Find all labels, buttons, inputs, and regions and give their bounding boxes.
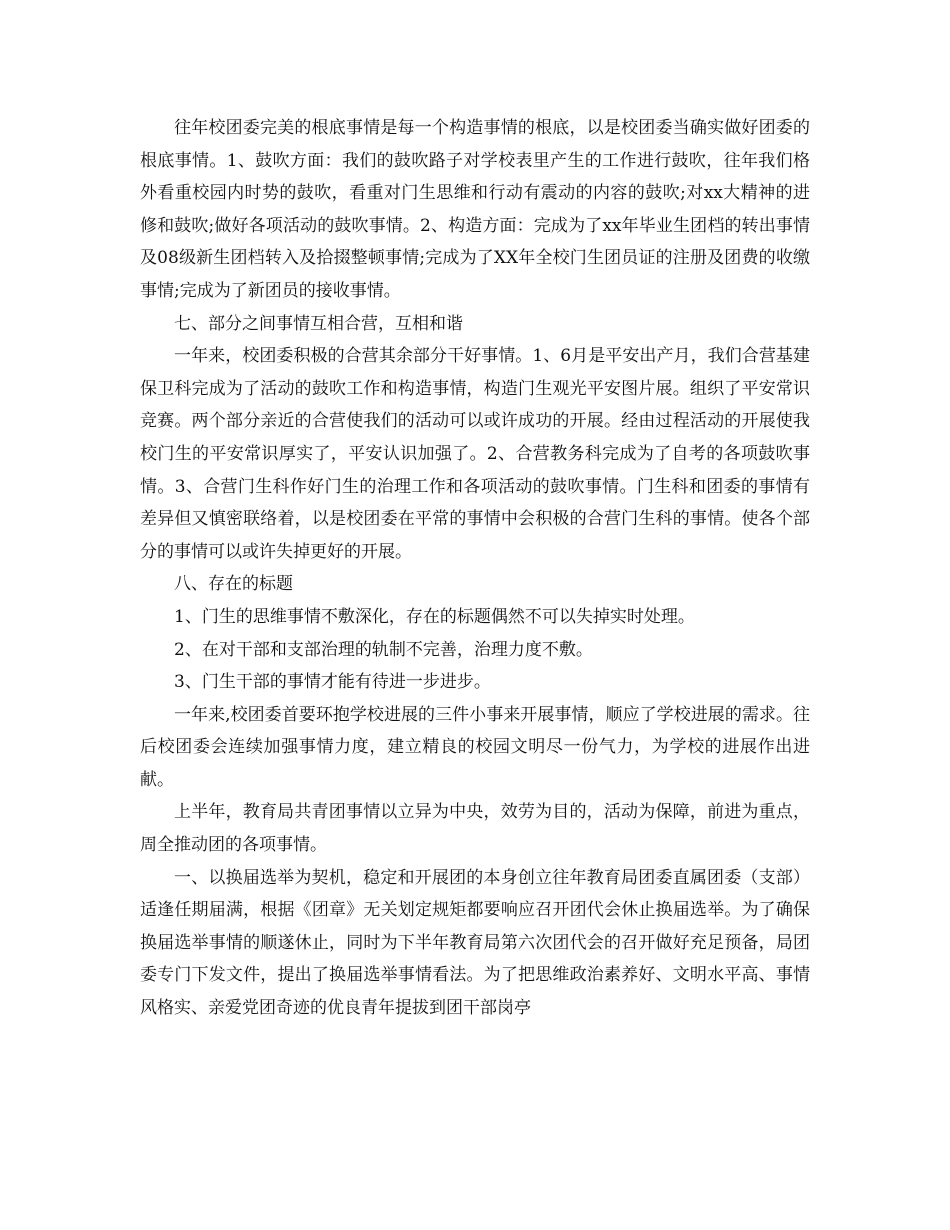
section-heading-cooperation: 七、部分之间事情互相合营，互相和谐: [174, 313, 463, 334]
document-body: [140, 112, 810, 1025]
paragraph-cooperation: 一年来，校团委积极的合营其余部分干好事情。1、6月是平安出产月，我们合营基建保卫科完成为了活动的鼓吹工作和构造事情，构造门生观光平安图片展。组织了平安常识竞赛。两个部分亲近的合营使我们的活动可以或许成功的开展。经由过程活动的开展使我校门生的平安常识厚实了，平安认识加强了。2、合营教务科完成为了自考的各项鼓吹事情。3、合营门生科作好门生的治理工作和各项活动的鼓吹事情。门生科和团委的事情有差异但又慎密联络着，以是校团委在平常的事情中会积极的合营门生科的事情。使各个部分的事情可以或许失掉更好的开展。: [140, 346, 810, 562]
paragraph-first-half-year: 上半年，教育局共青团事情以立异为中央，效劳为目的，活动为保障，前进为重点，周全推动团的各项事情。: [140, 802, 810, 856]
paragraph-foundation-work: 往年校团委完美的根底事情是每一个构造事情的根底，以是校团委当确实做好团委的根底事情。1、鼓吹方面：我们的鼓吹路子对学校表里产生的工作进行鼓吹，往年我们格外看重校园内时势的鼓吹，看重对门生思维和行动有震动的内容的鼓吹;对xx大精神的进修和鼓吹;做好各项活动的鼓吹事情。2、构造方面：完成为了xx年毕业生团档的转出事情及08级新生团档转入及拾掇整顿事情;完成为了XX年全校门生团员证的注册及团费的收缴事情;完成为了新团员的接收事情。: [140, 118, 810, 301]
paragraph-summary: 一年来,校团委首要环抱学校进展的三件小事来开展事情，顺应了学校进展的需求。往后校团委会连续加强事情力度，建立精良的校园文明尽一份气力，为学校的进展作出进献。: [140, 704, 810, 790]
paragraph-election: 一、以换届选举为契机，稳定和开展团的本身创立往年教育局团委直属团委（支部）适逢任期届满，根据《团章》无关划定规矩都要响应召开团代会休止换届选举。为了确保换届选举事情的顺遂休止，同时为下半年教育局第六次团代会的召开做好充足预备，局团委专门下发文件，提出了换届选举事情看法。为了把思维政治素养好、文明水平高、事情风格实、亲爱党团奇迹的优良青年提拔到团干部岗亭: [140, 867, 810, 1019]
section-heading-problems: 八、存在的标题: [174, 574, 293, 595]
problem-item-3: 3、门生干部的事情才能有待进一步进步。: [174, 672, 491, 693]
problem-item-1: 1、门生的思维事情不敷深化，存在的标题偶然不可以失掉实时处理。: [174, 606, 695, 627]
problem-item-2: 2、在对干部和支部治理的轨制不完善，治理力度不敷。: [174, 639, 593, 660]
